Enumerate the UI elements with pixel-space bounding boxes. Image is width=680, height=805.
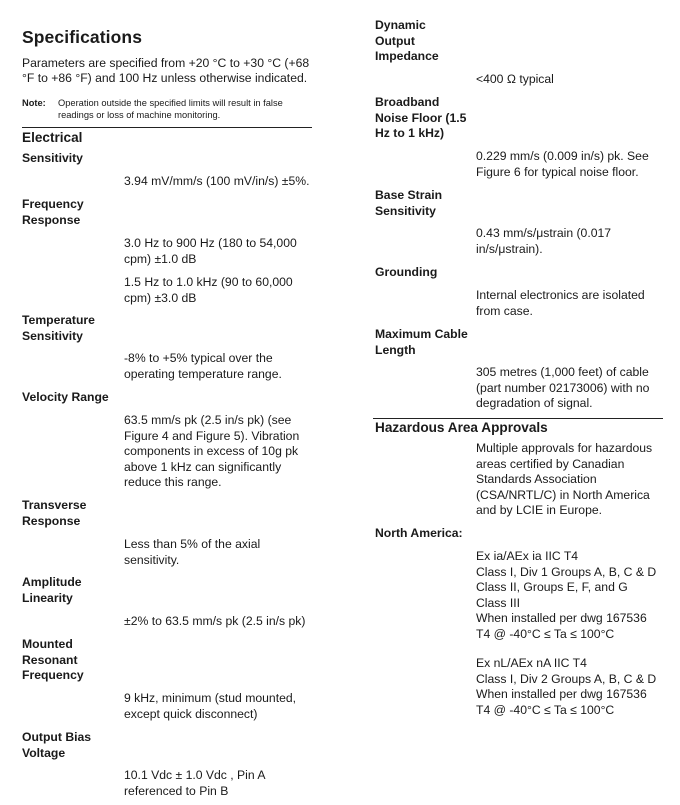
spec-value-sensitivity: 3.94 mV/mm/s (100 mV/in/s) ±5%. xyxy=(124,174,310,188)
spec-value-broadband-noise-floor: 0.229 mm/s (0.009 in/s) pk. See Figure 6 for typical noise floor. xyxy=(476,149,649,179)
section-divider-electrical xyxy=(22,127,312,128)
spec-label-amplitude-linearity: Amplitude Linearity xyxy=(22,575,82,605)
spec-value-mounted-resonant-frequency: 9 kHz, minimum (stud mounted, except quick disconnect) xyxy=(124,691,297,721)
spec-value-base-strain-sensitivity: 0.43 mm/s/μstrain (0.017 in/s/μstrain). xyxy=(476,226,612,256)
hazardous-intro: Multiple approvals for hazardous areas certified by Canadian Standards Association (CSA/NRTL/C) in North America and by LCIE in Europe. xyxy=(476,441,653,517)
spec-label-transverse-response: Transverse Response xyxy=(22,498,87,528)
spec-value-temperature-sensitivity: -8% to +5% typical over the operating temperature range. xyxy=(124,351,282,381)
spec-value-output-bias-voltage: 10.1 Vdc ± 1.0 Vdc , Pin A referenced to Pin B xyxy=(124,768,266,798)
spec-label-temperature-sensitivity: Temperature Sensitivity xyxy=(22,313,95,343)
section-divider-hazardous xyxy=(373,418,663,419)
spec-label-base-strain-sensitivity: Base Strain Sensitivity xyxy=(375,188,443,218)
spec-label-sensitivity: Sensitivity xyxy=(22,151,83,165)
spec-value-velocity-range: 63.5 mm/s pk (2.5 in/s pk) (see Figure 4 and Figure 5). Vibration components in excess of 10g pk above 1 kHz can significantly reduce this range. xyxy=(124,413,300,489)
spec-value-grounding: Internal electronics are isolated from case. xyxy=(476,288,645,318)
spec-label-mounted-resonant-frequency: Mounted Resonant Frequency xyxy=(22,637,84,682)
spec-label-output-bias-voltage: Output Bias Voltage xyxy=(22,730,92,760)
spec-label-broadband-noise-floor: Broadband Noise Floor (1.5 Hz to 1 kHz) xyxy=(375,95,467,140)
section-heading-electrical: Electrical xyxy=(22,130,83,145)
spec-label-frequency-response: Frequency Response xyxy=(22,197,84,227)
north-america-approval-block-2: Ex nL/AEx nA IIC T4 Class I, Div 2 Groups A, B, C & D When installed per dwg 167536 T4 @ -40°C ≤ Ta ≤ 100°C xyxy=(476,656,657,717)
north-america-label: North America: xyxy=(375,526,463,540)
section-heading-hazardous-area-approvals: Hazardous Area Approvals xyxy=(375,420,548,435)
spec-label-maximum-cable-length: Maximum Cable Length xyxy=(375,327,468,357)
spec-value-maximum-cable-length: 305 metres (1,000 feet) of cable (part number 02173006) with no degradation of signal. xyxy=(476,365,650,410)
spec-label-grounding: Grounding xyxy=(375,265,438,279)
spec-value-dynamic-output-impedance: <400 Ω typical xyxy=(476,72,554,86)
spec-value-frequency-response-1: 3.0 Hz to 900 Hz (180 to 54,000 cpm) ±1.0 dB xyxy=(124,236,297,266)
note-text: Operation outside the specified limits will result in false readings or loss of machine monitoring. xyxy=(58,98,283,120)
spec-value-frequency-response-2: 1.5 Hz to 1.0 kHz (90 to 60,000 cpm) ±3.0 dB xyxy=(124,275,293,305)
spec-value-amplitude-linearity: ±2% to 63.5 mm/s pk (2.5 in/s pk) xyxy=(124,614,306,628)
spec-value-transverse-response: Less than 5% of the axial sensitivity. xyxy=(124,537,261,567)
spec-label-velocity-range: Velocity Range xyxy=(22,390,109,404)
spec-label-dynamic-output-impedance: Dynamic Output Impedance xyxy=(375,18,439,63)
intro-paragraph: Parameters are specified from +20 °C to +30 °C (+68 °F to +86 °F) and 100 Hz unless otherwise indicated. xyxy=(22,56,310,85)
note-label: Note: xyxy=(22,98,46,108)
north-america-approval-block-1: Ex ia/AEx ia IIC T4 Class I, Div 1 Groups A, B, C & D Class II, Groups E, F, and G Class III When installed per dwg 167536 T4 @ -40°C ≤ Ta ≤ 100°C xyxy=(476,549,657,641)
page-title: Specifications xyxy=(22,27,143,47)
